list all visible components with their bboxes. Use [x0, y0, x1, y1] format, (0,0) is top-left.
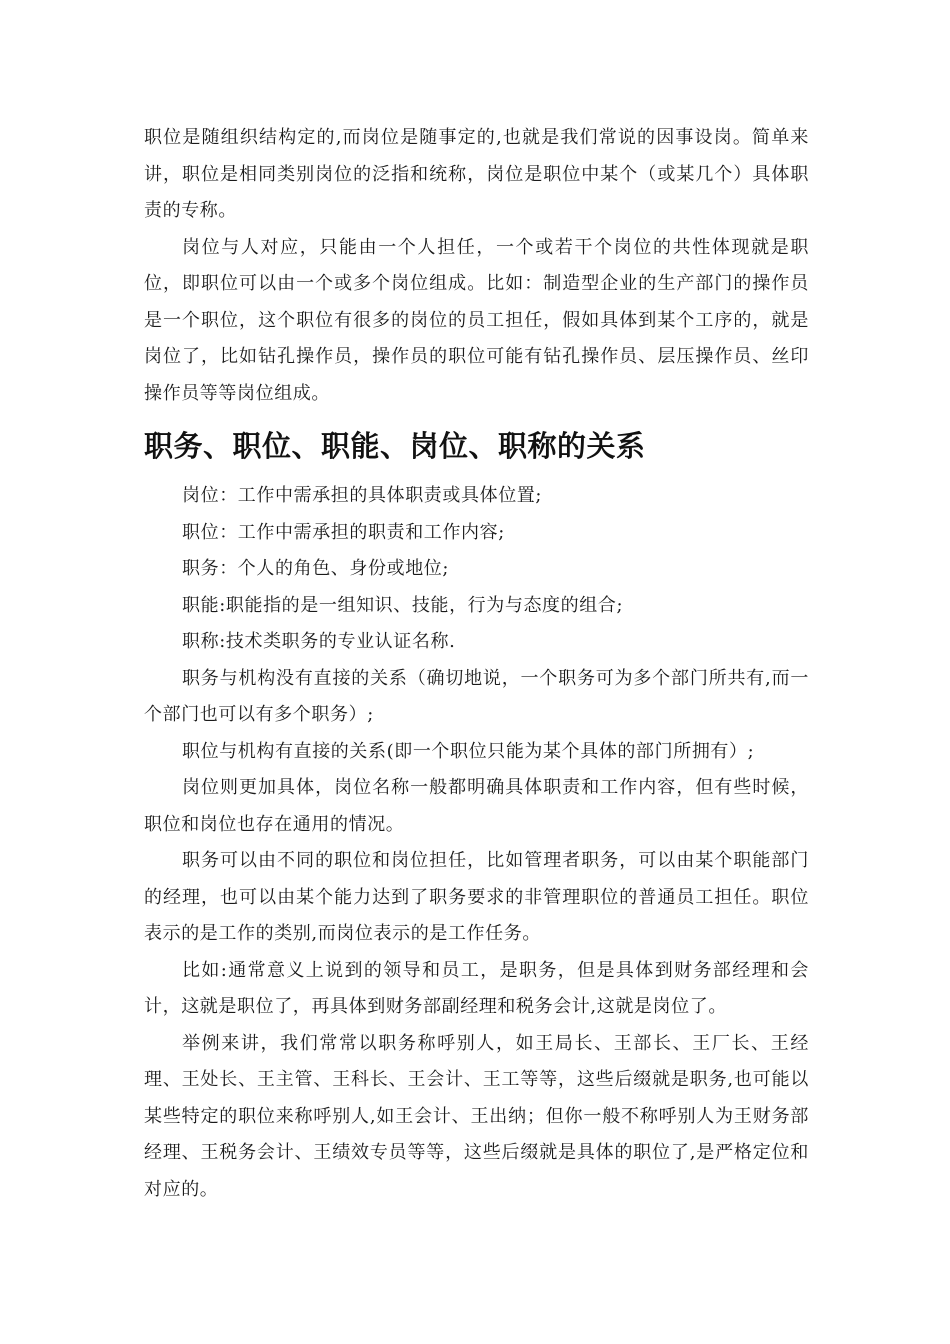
body-paragraph-5: 比如:通常意义上说到的领导和员工，是职务，但是具体到财务部经理和会计，这就是职位了，再具体到财务部副经理和税务会计,这就是岗位了。 — [144, 959, 809, 1017]
definition-zhiwei: 职位：工作中需承担的职责和工作内容; — [182, 521, 505, 543]
intro-paragraph-2: 岗位与人对应，只能由一个人担任，一个或若干个岗位的共性体现就是职位，即职位可以由一个或多个岗位组成。比如：制造型企业的生产部门的操作员是一个职位，这个职位有很多的岗位的员工担任，假如具体到某个工序的，就是岗位了，比如钻孔操作员，操作员的职位可能有钻孔操作员、层压操作员、丝印操作员等等岗位组成。 — [144, 236, 809, 404]
intro-paragraph-1: 职位是随组织结构定的,而岗位是随事定的,也就是我们常说的因事设岗。简单来讲，职位是相同类别岗位的泛指和统称，岗位是职位中某个（或某几个）具体职责的专称。 — [144, 127, 809, 221]
body-paragraph-4: 职务可以由不同的职位和岗位担任，比如管理者职务，可以由某个职能部门的经理，也可以由某个能力达到了职务要求的非管理职位的普通员工担任。职位表示的是工作的类别,而岗位表示的是工作任务。 — [144, 850, 809, 944]
body-paragraph-2: 职位与机构有直接的关系(即一个职位只能为某个具体的部门所拥有）; — [182, 740, 755, 762]
definition-zhineng: 职能:职能指的是一组知识、技能，行为与态度的组合; — [182, 594, 624, 616]
section-heading: 职务、职位、职能、岗位、职称的关系 — [144, 429, 646, 463]
body-paragraph-3: 岗位则更加具体，岗位名称一般都明确具体职责和工作内容，但有些时候，职位和岗位也存在通用的情况。 — [144, 777, 809, 835]
definition-zhiwu: 职务：个人的角色、身份或地位; — [182, 558, 450, 579]
definition-zhicheng: 职称:技术类职务的专业认证名称. — [182, 631, 456, 652]
body-paragraph-6: 举例来讲，我们常常以职务称呼别人，如王局长、王部长、王厂长、王经理、王处长、王主管、王科长、王会计、王工等等，这些后缀就是职务,也可能以某些特定的职位来称呼别人,如王会计、王出纳；但你一般不称呼别人为王财务部经理、王税务会计、王绩效专员等等，这些后缀就是具体的职位了,是严格定位和对应的。 — [144, 1032, 809, 1200]
document-page — [144, 120, 809, 1208]
definition-gangwei: 岗位：工作中需承担的具体职责或具体位置; — [182, 485, 543, 506]
body-paragraph-1: 职务与机构没有直接的关系（确切地说，一个职务可为多个部门所共有,而一个部门也可以有多个职务）; — [144, 667, 809, 725]
